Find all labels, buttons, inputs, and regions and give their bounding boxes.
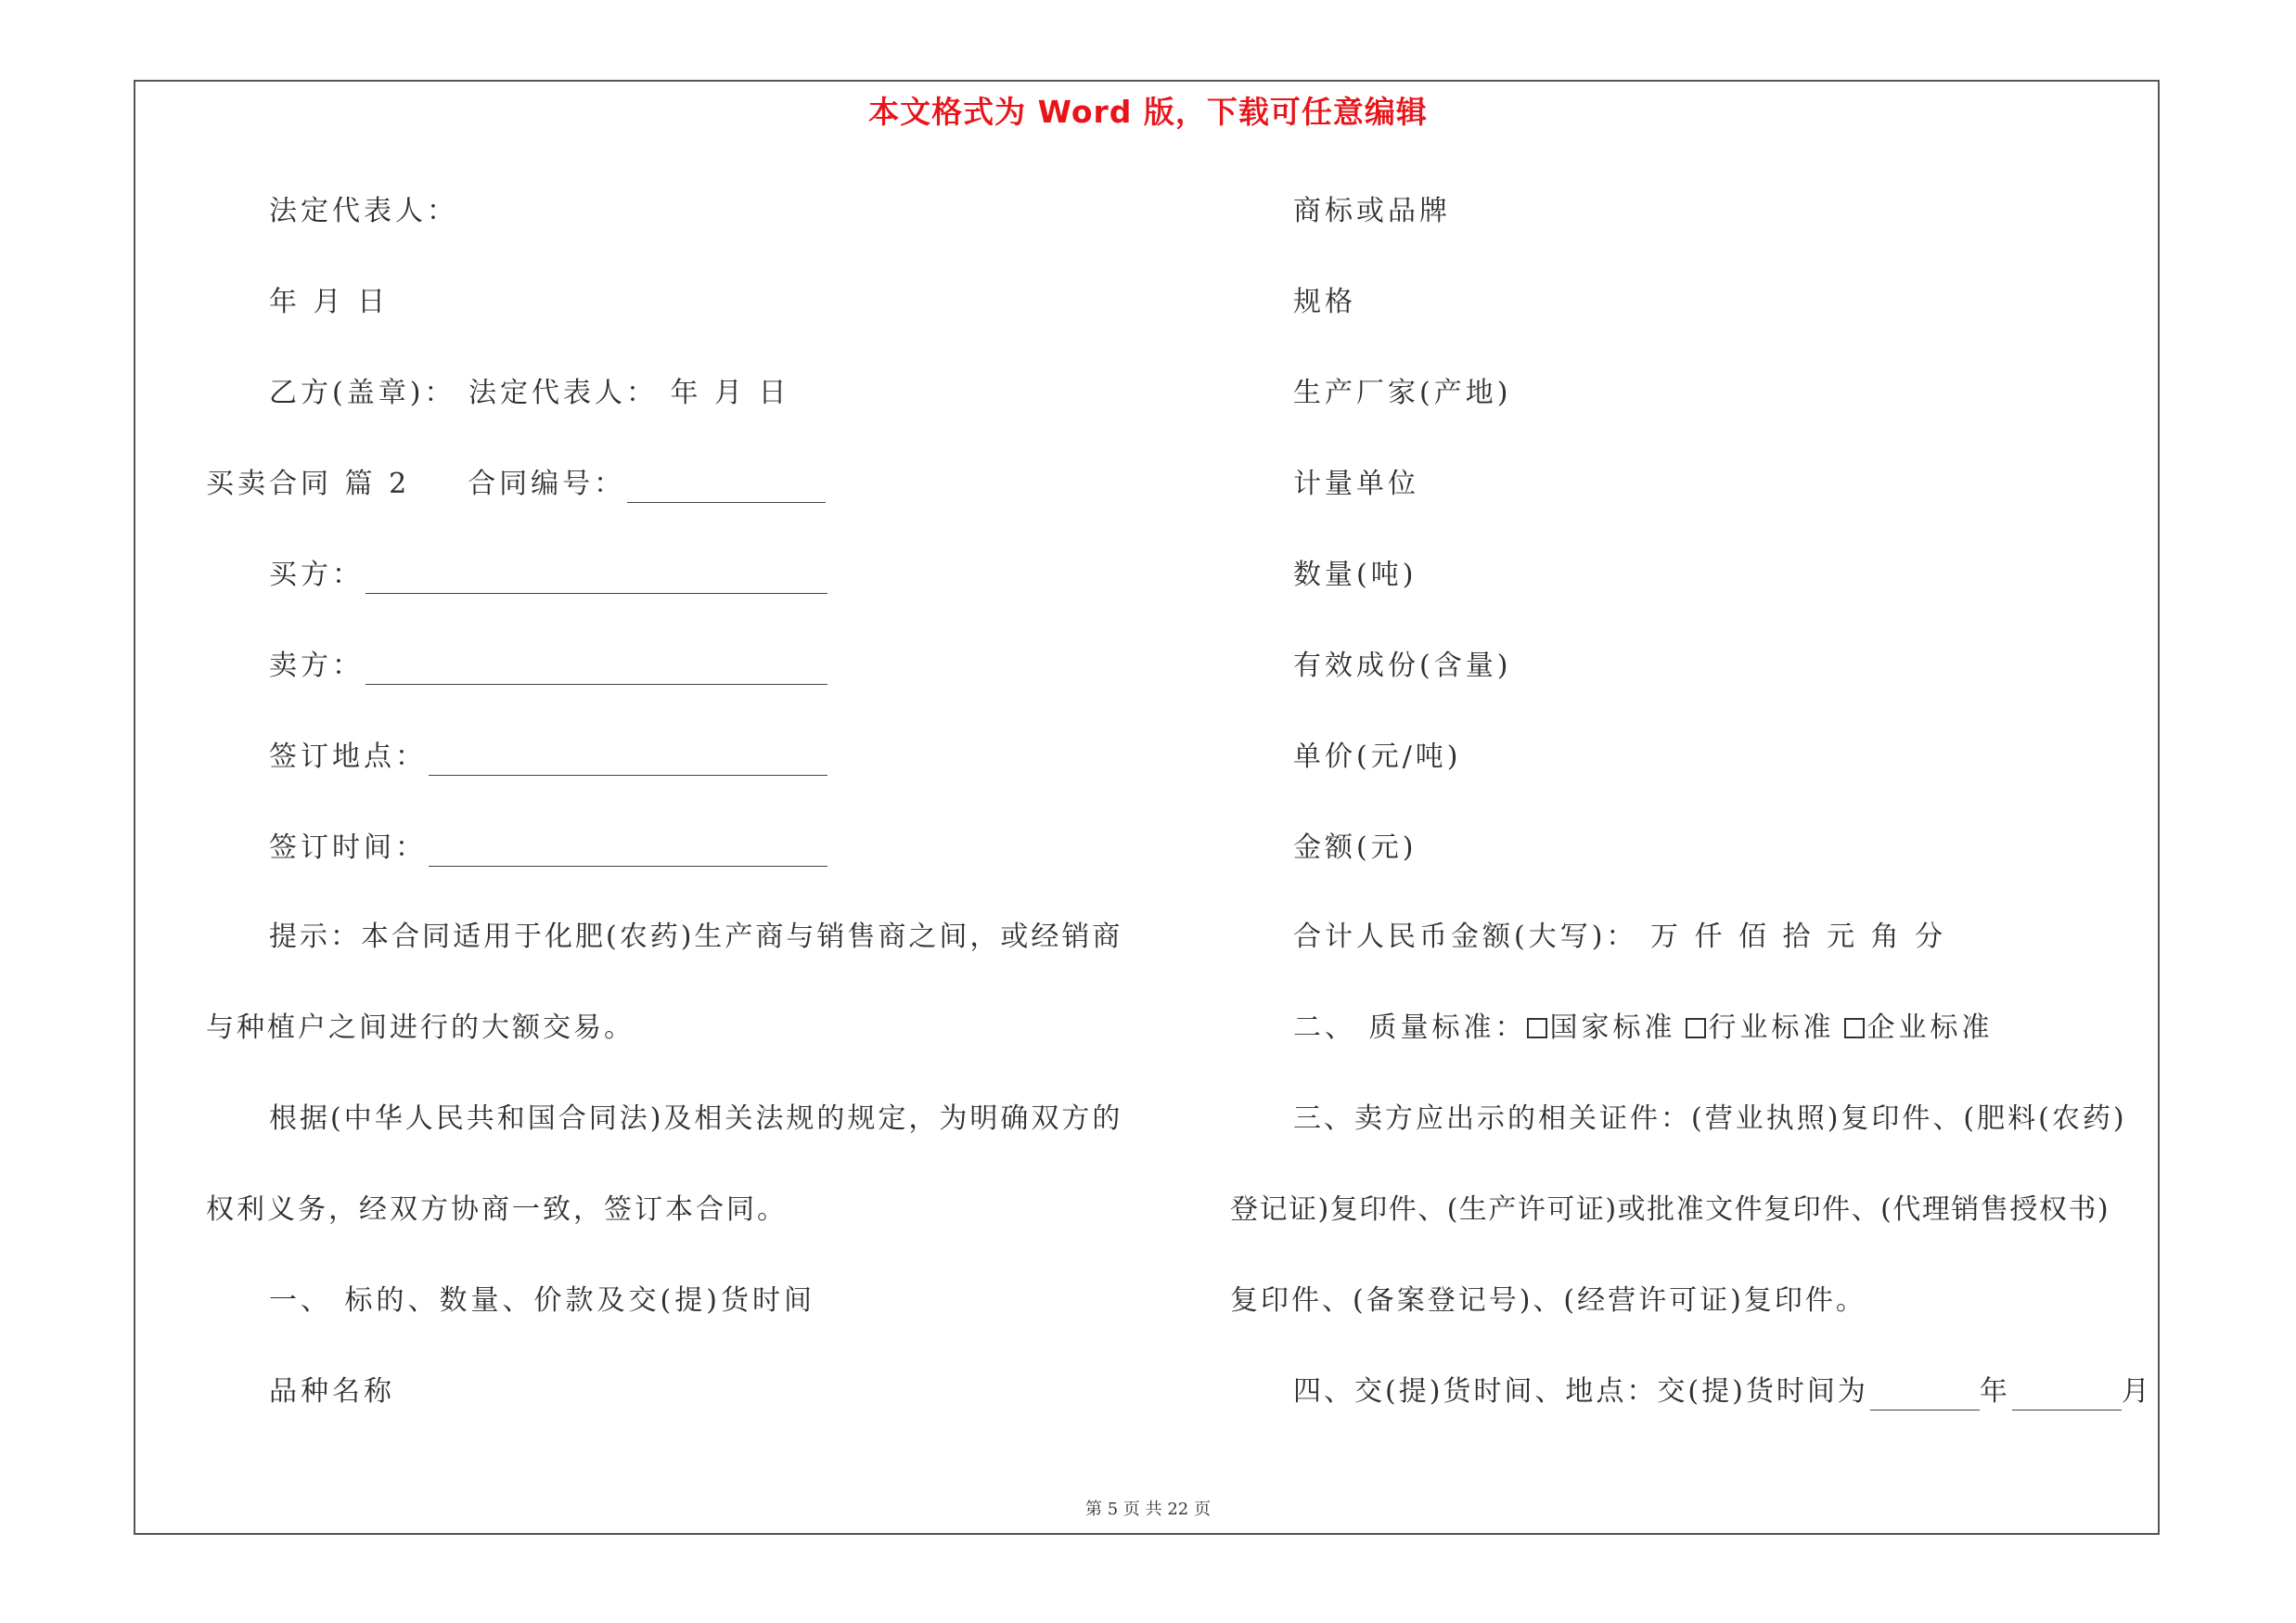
- month-label: 月: [2121, 1375, 2152, 1408]
- delivery-time-label: 四、交(提)货时间、地点：交(提)货时间为: [1293, 1375, 1868, 1408]
- national-standard-checkbox[interactable]: [1527, 1018, 1547, 1038]
- buyer-blank: [366, 565, 827, 594]
- right-line-4: 计量单位: [1293, 468, 1419, 500]
- seller-blank: [366, 656, 827, 685]
- left-line-3: 乙方(盖章)： 法定代表人： 年 月 日: [269, 377, 790, 409]
- word-format-banner: 本文格式为 Word 版，下载可任意编辑: [868, 94, 1428, 130]
- left-line-12: 权利义务，经双方协商一致，签订本合同。: [206, 1193, 788, 1226]
- right-line-11: 三、卖方应出示的相关证件：(营业执照)复印件、(肥料(农药): [1293, 1102, 2127, 1135]
- national-standard-label: 国家标准: [1549, 1011, 1676, 1044]
- delivery-year-blank: [1870, 1382, 1980, 1410]
- left-line-13: 一、 标的、数量、价款及交(提)货时间: [269, 1284, 815, 1317]
- buyer-line: [269, 557, 827, 594]
- left-line-1: 法定代表人：: [269, 195, 458, 227]
- year-label: 年: [1979, 1375, 2010, 1408]
- quality-standard-line: [1293, 1010, 1994, 1047]
- quality-standard-label: 二、 质量标准：: [1293, 1011, 1527, 1044]
- right-line-12: 登记证)复印件、(生产许可证)或批准文件复印件、(代理销售授权书): [1230, 1193, 2110, 1226]
- page-number-footer: 第 5 页 共 22 页: [1085, 1500, 1211, 1519]
- right-line-7: 单价(元/吨): [1293, 741, 1462, 773]
- contract-heading: 买卖合同 篇 2: [206, 468, 411, 500]
- delivery-time-line: [1293, 1373, 2152, 1410]
- seller-label: 卖方：: [269, 650, 364, 682]
- left-line-9: 提示：本合同适用于化肥(农药)生产商与销售商之间，或经销商: [269, 921, 1123, 953]
- sign-time-label: 签订时间：: [269, 831, 427, 864]
- right-line-13: 复印件、(备案登记号)、(经营许可证)复印件。: [1230, 1284, 1866, 1317]
- industry-standard-checkbox[interactable]: [1686, 1018, 1706, 1038]
- sign-time-blank: [429, 838, 827, 867]
- sign-place-line: [269, 739, 827, 776]
- buyer-label: 买方：: [269, 559, 364, 591]
- industry-standard-label: 行业标准: [1708, 1011, 1835, 1044]
- sign-place-blank: [429, 747, 827, 776]
- left-line-14: 品种名称: [269, 1375, 395, 1408]
- seller-line: [269, 648, 827, 685]
- right-line-8: 金额(元): [1293, 831, 1417, 864]
- right-line-2: 规格: [1293, 286, 1356, 318]
- right-line-1: 商标或品牌: [1293, 195, 1451, 227]
- sign-time-line: [269, 830, 827, 867]
- contract-number-blank: [627, 474, 826, 503]
- left-line-10: 与种植户之间进行的大额交易。: [206, 1011, 635, 1044]
- right-line-5: 数量(吨): [1293, 559, 1417, 591]
- left-line-4: [206, 466, 826, 503]
- right-line-9: 合计人民币金额(大写)： 万 仟 佰 拾 元 角 分: [1293, 921, 1947, 953]
- right-line-3: 生产厂家(产地): [1293, 377, 1512, 409]
- sign-place-label: 签订地点：: [269, 741, 427, 773]
- right-line-6: 有效成份(含量): [1293, 650, 1512, 682]
- enterprise-standard-checkbox[interactable]: [1844, 1018, 1865, 1038]
- contract-number-label: 合同编号：: [468, 468, 626, 500]
- left-line-2: 年 月 日: [269, 286, 390, 318]
- left-line-11: 根据(中华人民共和国合同法)及相关法规的规定，为明确双方的: [269, 1102, 1123, 1135]
- enterprise-standard-label: 企业标准: [1866, 1011, 1994, 1044]
- delivery-month-blank: [2012, 1382, 2122, 1410]
